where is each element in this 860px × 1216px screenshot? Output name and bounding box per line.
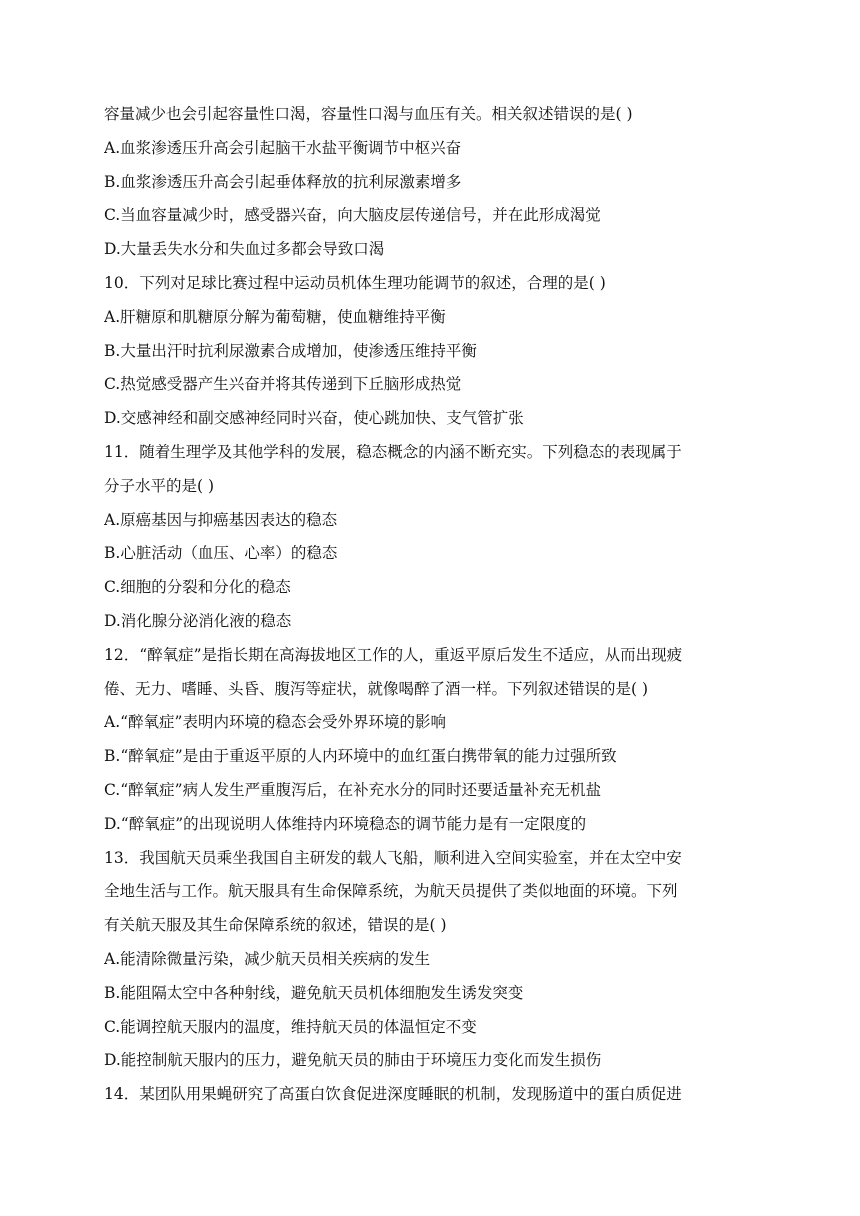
option-b: B.心脏活动（血压、心率）的稳态	[104, 544, 338, 563]
option-c: C.当血容量减少时，感受器兴奋，向大脑皮层传递信号，并在此形成渴觉	[104, 206, 601, 225]
option-a: A.原癌基因与抑癌基因表达的稳态	[104, 510, 338, 529]
option-b: B.大量出汗时抗利尿激素合成增加，使渗透压维持平衡	[104, 341, 477, 360]
option-b: B.“醉氧症”是由于重返平原的人内环境中的血红蛋白携带氧的能力过强所致	[104, 747, 617, 766]
option-d: D.交感神经和副交感神经同时兴奋，使心跳加快、支气管扩张	[104, 409, 524, 428]
option-d: D.“醉氧症”的出现说明人体维持内环境稳态的调节能力是有一定限度的	[104, 814, 587, 833]
option-c: C.热觉感受器产生兴奋并将其传递到下丘脑形成热觉	[104, 375, 462, 394]
option-b: B.血浆渗透压升高会引起垂体释放的抗利尿激素增多	[104, 172, 462, 191]
option-b: B.能阻隔太空中各种射线，避免航天员机体细胞发生诱发突变	[104, 983, 524, 1002]
question-13-stem: 13．我国航天员乘坐我国自主研发的载人飞船，顺利进入空间实验室，并在太空中安	[104, 848, 682, 867]
option-a: A.血浆渗透压升高会引起脑干水盐平衡调节中枢兴奋	[104, 138, 462, 157]
option-a: A.“醉氧症”表明内环境的稳态会受外界环境的影响	[104, 713, 446, 732]
text-line: 容量减少也会引起容量性口渴，容量性口渴与血压有关。相关叙述错误的是( )	[104, 105, 633, 123]
option-d: D.大量丢失水分和失血过多都会导致口渴	[104, 240, 385, 259]
option-c: C.“醉氧症”病人发生严重腹泻后，在补充水分的同时还要适量补充无机盐	[104, 780, 602, 799]
option-c: C.细胞的分裂和分化的稳态	[104, 578, 291, 597]
question-11-stem: 分子水平的是( )	[104, 476, 215, 495]
question-10-stem: 10．下列对足球比赛过程中运动员机体生理功能调节的叙述，合理的是( )	[104, 273, 606, 292]
question-14-stem: 14．某团队用果蝇研究了高蛋白饮食促进深度睡眠的机制，发现肠道中的蛋白质促进	[104, 1085, 682, 1104]
question-12-stem: 12．“醉氧症”是指长期在高海拔地区工作的人，重返平原后发生不适应，从而出现疲	[104, 645, 683, 664]
option-d: D.能控制航天服内的压力，避免航天员的肺由于环境压力变化而发生损伤	[104, 1051, 602, 1070]
question-13-stem: 全地生活与工作。航天服具有生命保障系统，为航天员提供了类似地面的环境。下列	[104, 882, 678, 901]
question-12-stem: 倦、无力、嗜睡、头昏、腹泻等症状，就像喝醉了酒一样。下列叙述错误的是( )	[104, 679, 649, 698]
option-a: A.能清除微量污染，减少航天员相关疾病的发生	[104, 949, 431, 968]
option-d: D.消化腺分泌消化液的稳态	[104, 611, 292, 630]
option-a: A.肝糖原和肌糖原分解为葡萄糖，使血糖维持平衡	[104, 307, 446, 326]
document-page	[104, 98, 764, 1112]
question-13-stem: 有关航天服及其生命保障系统的叙述，错误的是( )	[104, 916, 447, 935]
question-11-stem: 11．随着生理学及其他学科的发展，稳态概念的内涵不断充实。下列稳态的表现属于	[104, 442, 682, 461]
option-c: C.能调控航天服内的温度，维持航天员的体温恒定不变	[104, 1017, 477, 1036]
